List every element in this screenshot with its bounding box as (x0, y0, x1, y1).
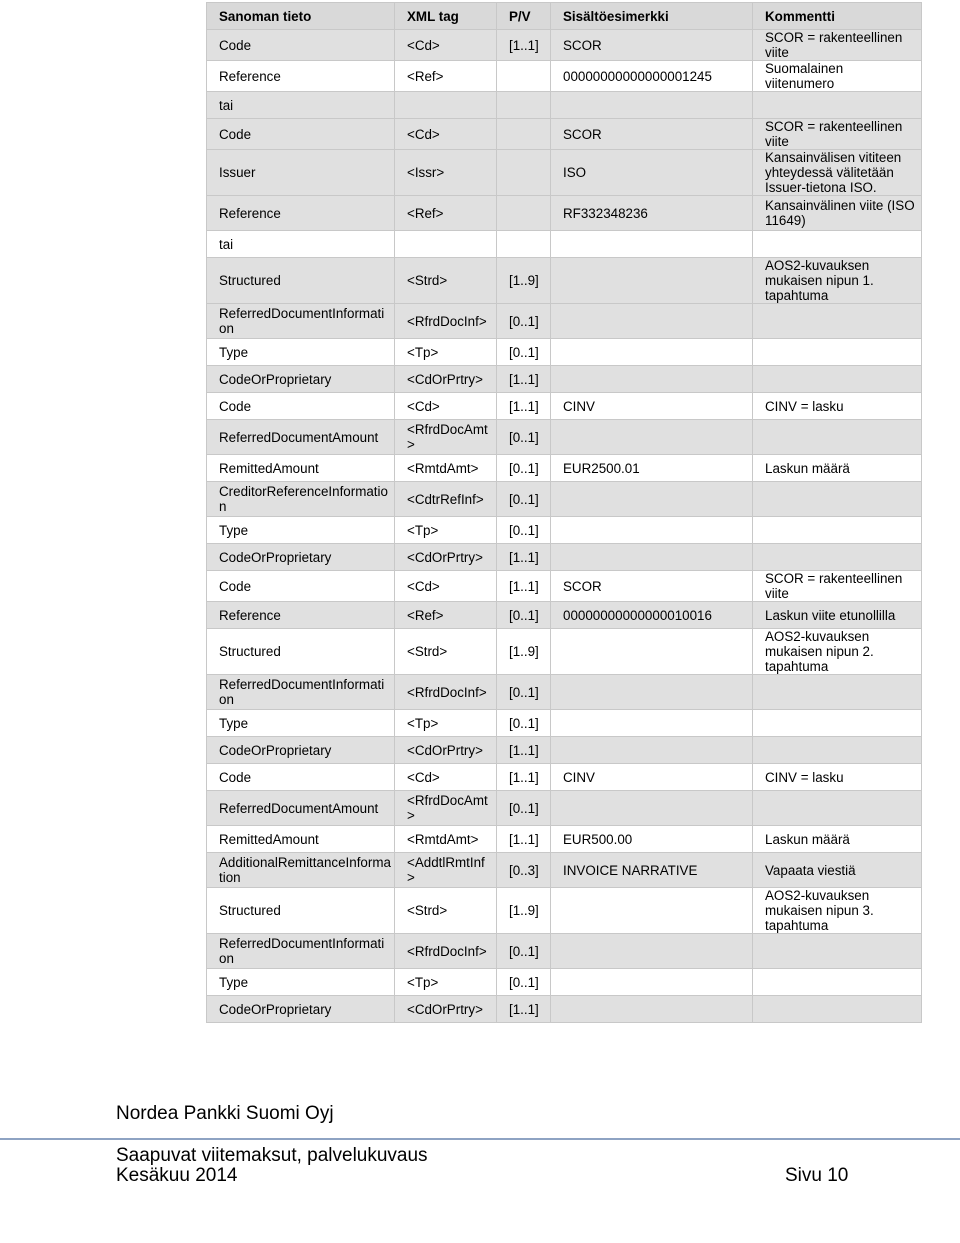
cell-occurrence: [1..9] (497, 258, 551, 304)
cell-comment (753, 675, 922, 710)
table-row (207, 196, 922, 231)
cell-comment (753, 737, 922, 764)
cell-message-field: Code (207, 30, 395, 61)
table-row (207, 853, 922, 888)
cell-xml-tag: <Ref> (395, 61, 497, 92)
table-row (207, 675, 922, 710)
cell-message-field: CodeOrProprietary (207, 544, 395, 571)
cell-xml-tag: <CdtrRefInf> (395, 482, 497, 517)
table-row (207, 119, 922, 150)
header-occurrence: P/V (497, 3, 551, 30)
table-row (207, 710, 922, 737)
cell-message-field: Type (207, 517, 395, 544)
cell-occurrence (497, 196, 551, 231)
cell-content-example (551, 629, 753, 675)
table-row (207, 826, 922, 853)
cell-occurrence: [0..1] (497, 710, 551, 737)
cell-comment: Kansainvälisen vititeen yhteydessä välitetään Issuer-tietona ISO. (753, 150, 922, 196)
cell-xml-tag: <Cd> (395, 393, 497, 420)
cell-occurrence (497, 231, 551, 258)
cell-xml-tag: <Tp> (395, 339, 497, 366)
cell-comment: Vapaata viestiä (753, 853, 922, 888)
cell-occurrence (497, 92, 551, 119)
cell-content-example (551, 969, 753, 996)
table-row (207, 764, 922, 791)
cell-xml-tag: <CdOrPrtry> (395, 544, 497, 571)
cell-occurrence: [0..1] (497, 482, 551, 517)
cell-occurrence: [1..1] (497, 571, 551, 602)
table-header-row (207, 3, 922, 30)
cell-comment (753, 934, 922, 969)
table-row (207, 366, 922, 393)
cell-xml-tag: <Cd> (395, 571, 497, 602)
cell-message-field: ReferredDocumentInformati on (207, 304, 395, 339)
cell-xml-tag: <AddtlRmtInf > (395, 853, 497, 888)
cell-xml-tag: <CdOrPrtry> (395, 996, 497, 1023)
cell-xml-tag (395, 92, 497, 119)
cell-xml-tag: <Tp> (395, 969, 497, 996)
cell-occurrence: [1..9] (497, 629, 551, 675)
table-row (207, 231, 922, 258)
cell-comment: AOS2-kuvauksen mukaisen nipun 1. tapahtuma (753, 258, 922, 304)
cell-xml-tag: <Cd> (395, 30, 497, 61)
cell-content-example: SCOR (551, 571, 753, 602)
cell-comment (753, 969, 922, 996)
cell-content-example: INVOICE NARRATIVE (551, 853, 753, 888)
table-row (207, 571, 922, 602)
cell-message-field: Reference (207, 196, 395, 231)
footer-page-number: Sivu 10 (785, 1165, 849, 1186)
cell-comment (753, 482, 922, 517)
message-structure-table-container (206, 2, 921, 1023)
cell-xml-tag: <RfrdDocAmt > (395, 791, 497, 826)
cell-content-example (551, 482, 753, 517)
cell-xml-tag: <Cd> (395, 119, 497, 150)
header-message-field: Sanoman tieto (207, 3, 395, 30)
cell-xml-tag: <RfrdDocInf> (395, 675, 497, 710)
table-row (207, 969, 922, 996)
cell-message-field: Code (207, 393, 395, 420)
cell-comment (753, 366, 922, 393)
cell-message-field: Type (207, 339, 395, 366)
cell-comment: SCOR = rakenteellinen viite (753, 30, 922, 61)
cell-comment (753, 517, 922, 544)
cell-content-example: RF332348236 (551, 196, 753, 231)
cell-occurrence: [1..1] (497, 996, 551, 1023)
cell-occurrence: [1..1] (497, 544, 551, 571)
header-content-example: Sisältöesimerkki (551, 3, 753, 30)
table-row (207, 482, 922, 517)
cell-xml-tag: <Tp> (395, 517, 497, 544)
cell-content-example: 00000000000000010016 (551, 602, 753, 629)
cell-xml-tag: <RmtdAmt> (395, 826, 497, 853)
cell-occurrence: [0..1] (497, 791, 551, 826)
cell-message-field: Code (207, 571, 395, 602)
table-row (207, 934, 922, 969)
footer-document-title: Saapuvat viitemaksut, palvelukuvaus (116, 1145, 428, 1166)
table-row (207, 258, 922, 304)
cell-occurrence: [1..1] (497, 764, 551, 791)
cell-message-field: Reference (207, 61, 395, 92)
cell-comment: AOS2-kuvauksen mukaisen nipun 3. tapahtuma (753, 888, 922, 934)
message-structure-table (206, 2, 922, 1023)
header-comment: Kommentti (753, 3, 922, 30)
cell-comment: Laskun määrä (753, 826, 922, 853)
cell-occurrence: [0..1] (497, 934, 551, 969)
cell-content-example (551, 675, 753, 710)
cell-occurrence: [1..1] (497, 737, 551, 764)
cell-comment (753, 996, 922, 1023)
cell-message-field: tai (207, 231, 395, 258)
table-row (207, 602, 922, 629)
table-row (207, 304, 922, 339)
cell-message-field: Structured (207, 629, 395, 675)
cell-comment: Kansainvälinen viite (ISO 11649) (753, 196, 922, 231)
table-row (207, 544, 922, 571)
cell-message-field: Issuer (207, 150, 395, 196)
cell-content-example (551, 339, 753, 366)
cell-comment (753, 420, 922, 455)
cell-xml-tag: <RmtdAmt> (395, 455, 497, 482)
cell-xml-tag: <Cd> (395, 764, 497, 791)
footer-date: Kesäkuu 2014 (116, 1165, 238, 1186)
cell-comment (753, 92, 922, 119)
cell-comment: SCOR = rakenteellinen viite (753, 571, 922, 602)
cell-content-example (551, 710, 753, 737)
cell-xml-tag: <Issr> (395, 150, 497, 196)
table-row (207, 339, 922, 366)
cell-message-field: ReferredDocumentInformati on (207, 675, 395, 710)
cell-comment (753, 710, 922, 737)
cell-comment: SCOR = rakenteellinen viite (753, 119, 922, 150)
cell-message-field: CodeOrProprietary (207, 996, 395, 1023)
cell-content-example: 00000000000000001245 (551, 61, 753, 92)
cell-message-field: ReferredDocumentAmount (207, 420, 395, 455)
table-row (207, 420, 922, 455)
cell-comment (753, 339, 922, 366)
cell-comment: AOS2-kuvauksen mukaisen nipun 2. tapahtuma (753, 629, 922, 675)
cell-occurrence (497, 150, 551, 196)
cell-occurrence: [0..1] (497, 304, 551, 339)
cell-message-field: tai (207, 92, 395, 119)
cell-content-example: SCOR (551, 30, 753, 61)
cell-occurrence (497, 61, 551, 92)
cell-occurrence: [0..1] (497, 602, 551, 629)
cell-message-field: Code (207, 119, 395, 150)
cell-content-example (551, 420, 753, 455)
cell-occurrence: [0..1] (497, 420, 551, 455)
table-row (207, 92, 922, 119)
cell-occurrence: [0..1] (497, 969, 551, 996)
cell-comment (753, 791, 922, 826)
cell-occurrence: [1..1] (497, 30, 551, 61)
cell-comment: Suomalainen viitenumero (753, 61, 922, 92)
cell-occurrence: [1..1] (497, 826, 551, 853)
footer-divider (0, 1138, 960, 1140)
cell-content-example (551, 258, 753, 304)
cell-xml-tag: <RfrdDocInf> (395, 304, 497, 339)
cell-message-field: Structured (207, 888, 395, 934)
cell-xml-tag: <Ref> (395, 602, 497, 629)
company-name: Nordea Pankki Suomi Oyj (116, 1103, 334, 1124)
cell-content-example: CINV (551, 393, 753, 420)
cell-content-example: ISO (551, 150, 753, 196)
table-row (207, 517, 922, 544)
cell-message-field: Structured (207, 258, 395, 304)
cell-occurrence: [0..1] (497, 339, 551, 366)
cell-comment: CINV = lasku (753, 393, 922, 420)
table-row (207, 996, 922, 1023)
cell-comment (753, 544, 922, 571)
cell-message-field: Type (207, 710, 395, 737)
cell-comment: Laskun määrä (753, 455, 922, 482)
cell-content-example (551, 544, 753, 571)
header-xml-tag: XML tag (395, 3, 497, 30)
cell-message-field: CodeOrProprietary (207, 366, 395, 393)
cell-message-field: CreditorReferenceInformatio n (207, 482, 395, 517)
table-row (207, 888, 922, 934)
cell-content-example (551, 304, 753, 339)
cell-message-field: RemittedAmount (207, 455, 395, 482)
cell-message-field: CodeOrProprietary (207, 737, 395, 764)
cell-occurrence: [0..3] (497, 853, 551, 888)
cell-message-field: Reference (207, 602, 395, 629)
cell-message-field: AdditionalRemittanceInforma tion (207, 853, 395, 888)
cell-xml-tag: <RfrdDocInf> (395, 934, 497, 969)
cell-occurrence (497, 119, 551, 150)
cell-content-example (551, 737, 753, 764)
cell-content-example: CINV (551, 764, 753, 791)
cell-occurrence: [0..1] (497, 517, 551, 544)
cell-content-example (551, 517, 753, 544)
cell-content-example: SCOR (551, 119, 753, 150)
cell-message-field: RemittedAmount (207, 826, 395, 853)
cell-occurrence: [1..9] (497, 888, 551, 934)
table-row (207, 455, 922, 482)
cell-comment (753, 304, 922, 339)
cell-xml-tag: <Strd> (395, 258, 497, 304)
cell-occurrence: [0..1] (497, 455, 551, 482)
table-row (207, 791, 922, 826)
cell-content-example (551, 366, 753, 393)
cell-content-example (551, 92, 753, 119)
cell-comment: Laskun viite etunollilla (753, 602, 922, 629)
cell-content-example (551, 231, 753, 258)
cell-comment: CINV = lasku (753, 764, 922, 791)
cell-xml-tag: <Strd> (395, 629, 497, 675)
cell-xml-tag: <Ref> (395, 196, 497, 231)
cell-xml-tag: <Tp> (395, 710, 497, 737)
table-row (207, 393, 922, 420)
cell-content-example: EUR500.00 (551, 826, 753, 853)
cell-occurrence: [1..1] (497, 366, 551, 393)
cell-message-field: ReferredDocumentInformati on (207, 934, 395, 969)
cell-xml-tag: <CdOrPrtry> (395, 366, 497, 393)
cell-content-example (551, 791, 753, 826)
cell-xml-tag (395, 231, 497, 258)
table-row (207, 150, 922, 196)
table-row (207, 737, 922, 764)
cell-message-field: Code (207, 764, 395, 791)
table-row (207, 61, 922, 92)
cell-message-field: ReferredDocumentAmount (207, 791, 395, 826)
cell-xml-tag: <CdOrPrtry> (395, 737, 497, 764)
table-row (207, 629, 922, 675)
table-body (207, 30, 922, 1023)
cell-xml-tag: <Strd> (395, 888, 497, 934)
cell-xml-tag: <RfrdDocAmt > (395, 420, 497, 455)
cell-content-example (551, 888, 753, 934)
cell-occurrence: [1..1] (497, 393, 551, 420)
cell-content-example: EUR2500.01 (551, 455, 753, 482)
cell-content-example (551, 996, 753, 1023)
cell-content-example (551, 934, 753, 969)
cell-message-field: Type (207, 969, 395, 996)
cell-comment (753, 231, 922, 258)
table-row (207, 30, 922, 61)
cell-occurrence: [0..1] (497, 675, 551, 710)
